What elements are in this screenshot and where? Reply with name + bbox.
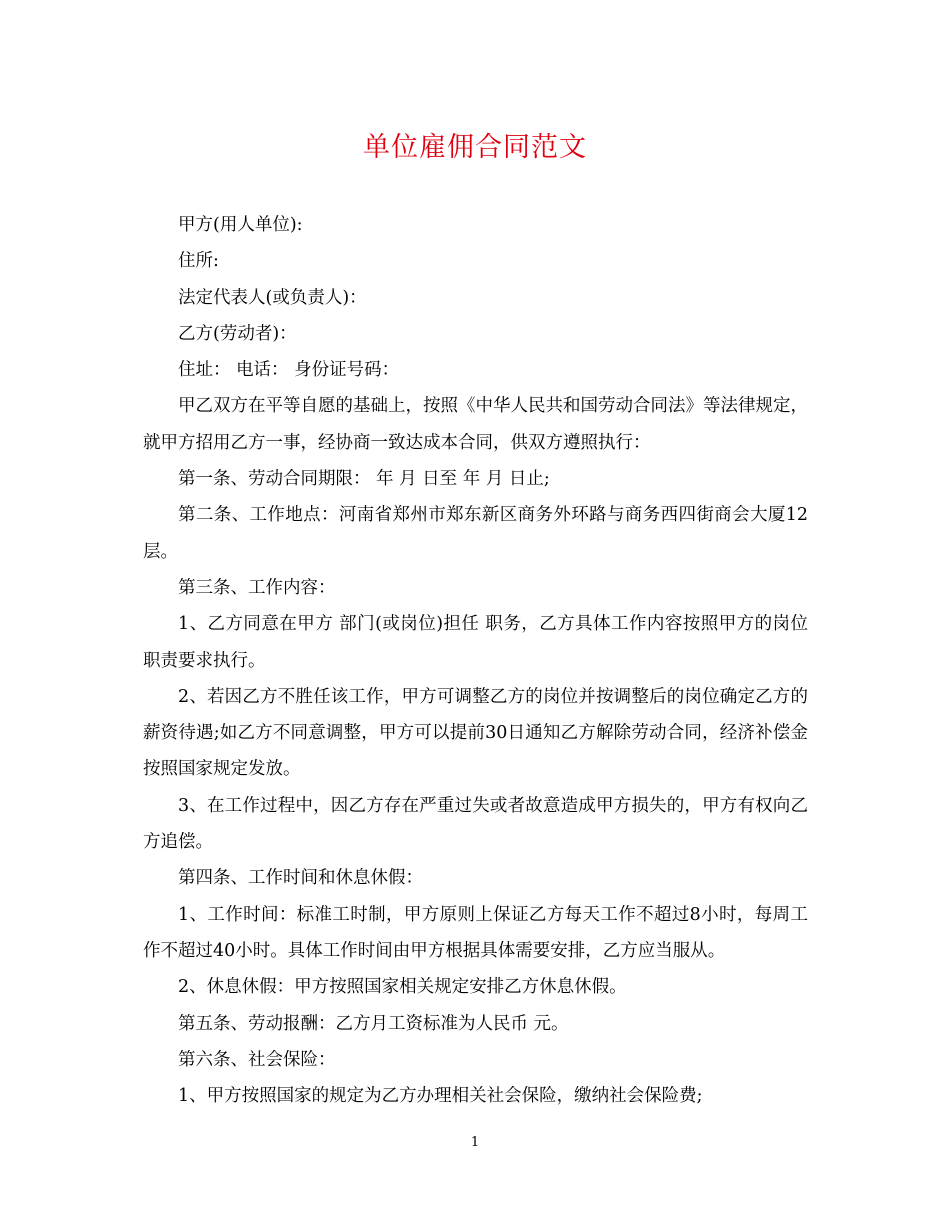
paragraph-article-3: 第三条、工作内容：	[178, 577, 336, 598]
paragraph-legal-representative: 法定代表人(或负责人)：	[178, 287, 367, 308]
paragraph-article-6-item-1: 1、甲方按照国家的规定为乙方办理相关社会保险，缴纳社会保险费;	[178, 1086, 703, 1107]
document-title: 单位雇佣合同范文	[363, 132, 587, 163]
paragraph-party-a-address: 住所:	[178, 251, 219, 272]
paragraph-article-1: 第一条、劳动合同期限： 年 月 日至 年 月 日止;	[178, 469, 550, 490]
paragraph-party-b: 乙方(劳动者)：	[178, 323, 297, 344]
paragraph-article-6: 第六条、社会保险：	[178, 1049, 336, 1070]
paragraph-article-3-item-3: 3、在工作过程中，因乙方存在严重过失或者故意造成甲方损失的，甲方有权向乙方追偿。	[143, 795, 808, 853]
document-body	[143, 207, 808, 1114]
paragraph-party-a: 甲方(用人单位):	[178, 215, 303, 235]
paragraph-article-4-item-2: 2、休息休假：甲方按照国家相关规定安排乙方休息休假。	[178, 977, 627, 998]
page-number: 1	[470, 1135, 480, 1150]
paragraph-article-2: 第二条、工作地点：河南省郑州市郑东新区商务外环路与商务西四街商会大厦12层。	[143, 505, 808, 562]
paragraph-preamble: 甲乙双方在平等自愿的基础上，按照《中华人民共和国劳动合同法》等法律规定，就甲方招用乙方一事，经协商一致达成本合同，供双方遵照执行：	[143, 396, 808, 453]
paragraph-article-3-item-1: 1、乙方同意在甲方 部门(或岗位)担任 职务，乙方具体工作内容按照甲方的岗位职责要求执行。	[143, 614, 808, 671]
paragraph-party-b-contact: 住址： 电话： 身份证号码：	[178, 360, 400, 381]
paragraph-article-3-item-2: 2、若因乙方不胜任该工作，甲方可调整乙方的岗位并按调整后的岗位确定乙方的薪资待遇;如乙方不同意调整，甲方可以提前30日通知乙方解除劳动合同，经济补偿金按照国家规定发放。	[143, 686, 808, 780]
paragraph-article-4-item-1: 1、工作时间：标准工时制，甲方原则上保证乙方每天工作不超过8小时，每周工作不超过40小时。具体工作时间由甲方根据具体需要安排，乙方应当服从。	[143, 904, 808, 961]
paragraph-article-5: 第五条、劳动报酬：乙方月工资标准为人民币 元。	[178, 1013, 569, 1034]
paragraph-article-4: 第四条、工作时间和休息休假：	[178, 868, 423, 889]
